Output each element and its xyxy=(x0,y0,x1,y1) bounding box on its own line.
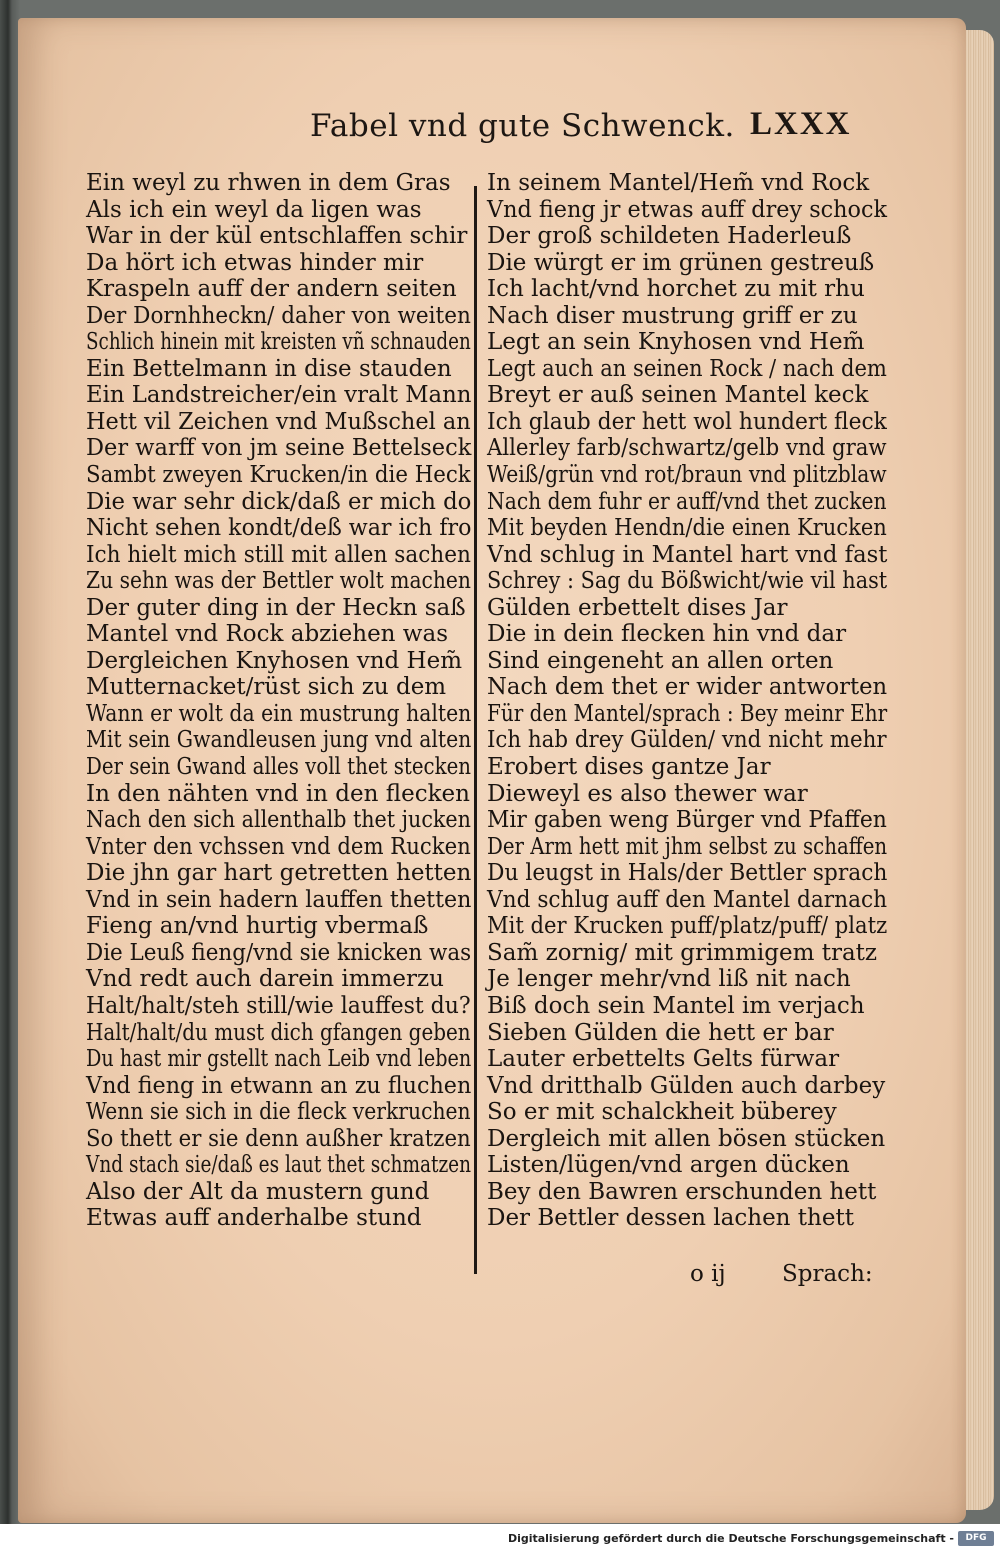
left-verse-column xyxy=(86,170,471,1232)
verse-line: In den nähten vnd in den flecken xyxy=(86,780,470,807)
verse-line: Der guter ding in der Heckn saß xyxy=(86,594,466,621)
catchword: Sprach: xyxy=(782,1261,873,1287)
verse-line: Wann er wolt da ein mustrung halten xyxy=(86,700,472,727)
verse-line: Breyt er auß seinen Mantel keck xyxy=(487,382,869,409)
verse-line: Dergleich mit allen bösen stücken xyxy=(487,1125,886,1152)
verse-line: Etwas auff anderhalbe stund xyxy=(86,1205,422,1232)
verse-line: Die Leuß fieng/vnd sie knicken was xyxy=(86,939,472,966)
verse-line: Gülden erbettelt dises Jar xyxy=(487,594,788,621)
verse-line: Dieweyl es also thewer war xyxy=(487,780,808,807)
verse-line: Ein Landstreicher/ein vralt Mann xyxy=(86,382,472,409)
verse-line: Bey den Bawren erschunden hett xyxy=(487,1178,877,1205)
dfg-logo-icon: DFG xyxy=(958,1531,994,1546)
footer-credit: Digitalisierung gefördert durch die Deutsche Forschungsgemeinschaft - xyxy=(507,1532,954,1545)
signature-mark: o ij xyxy=(690,1261,726,1287)
verse-line: Sieben Gülden die hett er bar xyxy=(487,1019,834,1046)
verse-line: Vnd fieng in etwann an zu fluchen xyxy=(86,1072,472,1099)
verse-line: Sam̃ zornig/ mit grimmigem tratz xyxy=(487,939,878,966)
verse-line: Nach diser mustrung griff er zu xyxy=(487,302,858,329)
verse-line: Nach dem thet er wider antworten xyxy=(487,674,888,701)
verse-line: Vnd schlug in Mantel hart vnd fast xyxy=(487,541,888,568)
verse-line: Mir gaben weng Bürger vnd Pfaffen xyxy=(487,807,887,834)
verse-line: Da hört ich etwas hinder mir xyxy=(86,249,424,276)
verse-line: Für den Mantel/sprach : Bey meinr Ehr xyxy=(487,700,888,727)
page-edge xyxy=(964,30,994,1510)
folio-number: LXXX xyxy=(750,106,852,142)
verse-line: Halt/halt/steh still/wie lauffest du? xyxy=(86,992,471,1019)
verse-line: Ich hielt mich still mit allen sachen xyxy=(86,541,471,568)
verse-line: Kraspeln auff der andern seiten xyxy=(86,276,457,303)
verse-line: Vnd fieng jr etwas auff drey schock xyxy=(487,196,888,223)
right-verse-column xyxy=(487,170,887,1232)
verse-line: Hett vil Zeichen vnd Mußschel an xyxy=(86,408,471,435)
verse-line: Lauter erbettelts Gelts fürwar xyxy=(487,1046,840,1073)
verse-line: Vnd schlug auff den Mantel darnach xyxy=(487,886,888,913)
verse-line: Ich lacht/vnd horchet zu mit rhu xyxy=(487,276,865,303)
verse-line: Sind eingeneht an allen orten xyxy=(487,647,834,674)
verse-line: Also der Alt da mustern gund xyxy=(86,1178,430,1205)
verse-line: Listen/lügen/vnd argen dücken xyxy=(487,1152,850,1179)
verse-line: So er mit schalckheit büberey xyxy=(487,1099,837,1126)
verse-line: Nicht sehen kondt/deß war ich fro xyxy=(86,515,472,542)
verse-line: Die würgt er im grünen gestreuß xyxy=(487,249,875,276)
verse-line: Nach den sich allenthalb thet jucken xyxy=(86,807,471,834)
verse-line: Legt an sein Knyhosen vnd Hem̃ xyxy=(487,329,865,356)
verse-line: Die in dein flecken hin vnd dar xyxy=(487,621,847,648)
verse-line: Als ich ein weyl da ligen was xyxy=(86,196,422,223)
verse-line: Mit sein Gwandleusen jung vnd alten xyxy=(86,727,472,754)
verse-line: War in der kül entschlaffen schir xyxy=(86,223,468,250)
verse-line: Ich hab drey Gülden/ vnd nicht mehr xyxy=(487,727,887,754)
verse-line: Du leugst in Hals/der Bettler sprach xyxy=(487,860,888,887)
verse-line: Der warff von jm seine Bettelseck xyxy=(86,435,472,462)
footer-bar xyxy=(0,1524,1000,1553)
verse-line: Mit der Krucken puff/platz/puff/ platz xyxy=(487,913,888,940)
verse-line: Ein Bettelmann in dise stauden xyxy=(86,355,452,382)
verse-line: Vnd stach sie/daß es laut thet schmatzen xyxy=(86,1152,472,1179)
verse-line: Dergleichen Knyhosen vnd Hem̃ xyxy=(86,647,463,674)
verse-line: Mit beyden Hendn/die einen Krucken xyxy=(487,515,887,542)
verse-line: Schrey : Sag du Bößwicht/wie vil hast xyxy=(487,568,888,595)
verse-line: Zu sehn was der Bettler wolt machen xyxy=(86,568,471,595)
verse-line: Allerley farb/schwartz/gelb vnd graw xyxy=(487,435,887,462)
verse-line: Schlich hinein mit kreisten vñ schnauden xyxy=(86,329,471,356)
verse-line: Ich glaub der hett wol hundert fleck xyxy=(487,408,887,435)
verse-line: Der Bettler dessen lachen thett xyxy=(487,1205,854,1232)
verse-line: Nach dem fuhr er auff/vnd thet zucken xyxy=(487,488,887,515)
verse-line: Vnd dritthalb Gülden auch darbey xyxy=(487,1072,886,1099)
verse-line: Vnd redt auch darein immerzu xyxy=(86,966,444,993)
verse-line: Fieng an/vnd hurtig vbermaß xyxy=(86,913,429,940)
verse-line: Wenn sie sich in die fleck verkruchen xyxy=(86,1099,471,1126)
column-rule xyxy=(474,186,477,1274)
verse-line: Sambt zweyen Krucken/in die Heck xyxy=(86,462,471,489)
verse-line: Der Arm hett mit jhm selbst zu schaffen xyxy=(487,833,888,860)
verse-line: Du hast mir gstellt nach Leib vnd leben xyxy=(86,1046,472,1073)
verse-line: Vnter den vchssen vnd dem Rucken xyxy=(86,833,471,860)
verse-line: Weiß/grün vnd rot/braun vnd plitzblaw xyxy=(487,462,887,489)
verse-line: Der Dornhheckn/ daher von weiten xyxy=(86,302,471,329)
verse-line: Die jhn gar hart getretten hetten xyxy=(86,860,472,887)
verse-line: Mutternacket/rüst sich zu dem xyxy=(86,674,447,701)
verse-line: Der groß schildeten Haderleuß xyxy=(487,223,852,250)
verse-line: Der sein Gwand alles voll thet stecken xyxy=(86,754,472,781)
running-head: Fabel vnd gute Schwenck. xyxy=(310,108,735,144)
verse-line: Erobert dises gantze Jar xyxy=(487,754,771,781)
verse-line: Biß doch sein Mantel im verjach xyxy=(487,992,865,1019)
verse-line: Je lenger mehr/vnd liß nit nach xyxy=(487,966,851,993)
verse-line: Halt/halt/du must dich gfangen geben xyxy=(86,1019,471,1046)
verse-line: Ein weyl zu rhwen in dem Gras xyxy=(86,170,451,196)
verse-line: Legt auch an seinen Rock / nach dem xyxy=(487,355,887,382)
verse-line: Die war sehr dick/daß er mich do xyxy=(86,488,472,515)
verse-line: In seinem Mantel/Hem̃ vnd Rock xyxy=(487,170,870,196)
verse-line: Mantel vnd Rock abziehen was xyxy=(86,621,449,648)
verse-line: Vnd in sein hadern lauffen thetten xyxy=(86,886,472,913)
verse-line: So thett er sie denn außher kratzen xyxy=(86,1125,471,1152)
